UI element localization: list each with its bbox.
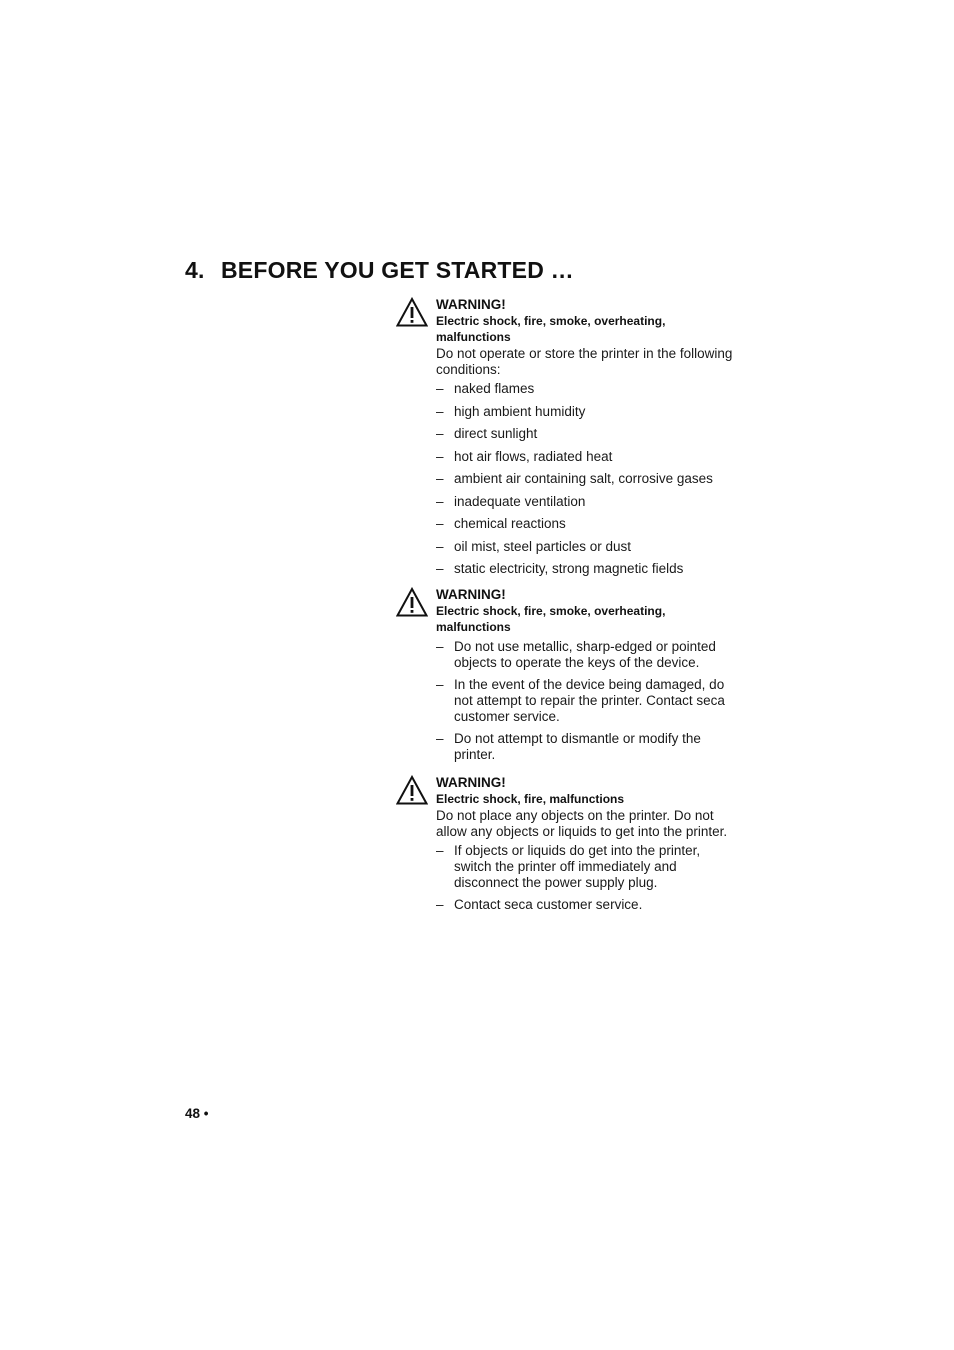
list-item: – static electricity, strong magnetic fields	[436, 561, 736, 577]
warning-list	[436, 381, 736, 577]
warning-subtitle: Electric shock, fire, smoke, overheating, malfunctions	[436, 604, 666, 634]
warning-title: WARNING!	[436, 297, 506, 312]
warning-title: WARNING!	[436, 587, 506, 602]
warning-list	[436, 843, 736, 913]
list-item: – In the event of the device being damaged, do not attempt to repair the printer. Contact seca customer service.	[436, 677, 736, 725]
warning-triangle-icon	[396, 587, 428, 617]
list-item: – oil mist, steel particles or dust	[436, 539, 736, 555]
warning-list	[436, 639, 736, 763]
warning-title: WARNING!	[436, 775, 506, 790]
warning-triangle-icon	[396, 297, 428, 327]
page-number: 48 •	[185, 1106, 209, 1121]
list-item: – If objects or liquids do get into the printer, switch the printer off immediately and disconnect the power supply plug.	[436, 843, 736, 891]
list-item: – ambient air containing salt, corrosive gases	[436, 471, 736, 487]
warning-text: Do not place any objects on the printer. Do not allow any objects or liquids to get into the printer.	[436, 808, 728, 839]
list-item: – chemical reactions	[436, 516, 736, 532]
chapter-number: 4.	[185, 257, 205, 283]
list-item: – direct sunlight	[436, 426, 736, 442]
list-item: – hot air flows, radiated heat	[436, 449, 736, 465]
chapter-heading	[185, 257, 574, 284]
list-item: – Do not attempt to dismantle or modify the printer.	[436, 731, 736, 763]
list-item: – Contact seca customer service.	[436, 897, 736, 913]
warning-block-objects	[396, 775, 736, 919]
warning-subtitle: Electric shock, fire, malfunctions	[436, 792, 625, 806]
list-item: – inadequate ventilation	[436, 494, 736, 510]
warning-block-operation	[396, 587, 736, 769]
warning-text: Do not operate or store the printer in the following conditions:	[436, 346, 733, 377]
warning-subtitle: Electric shock, fire, smoke, overheating, malfunctions	[436, 314, 666, 344]
list-item: – naked flames	[436, 381, 736, 397]
warning-triangle-icon	[396, 775, 428, 805]
warning-block-conditions	[396, 297, 736, 584]
list-item: – high ambient humidity	[436, 404, 736, 420]
list-item: – Do not use metallic, sharp-edged or pointed objects to operate the keys of the device.	[436, 639, 736, 671]
chapter-title: BEFORE YOU GET STARTED …	[221, 257, 574, 283]
